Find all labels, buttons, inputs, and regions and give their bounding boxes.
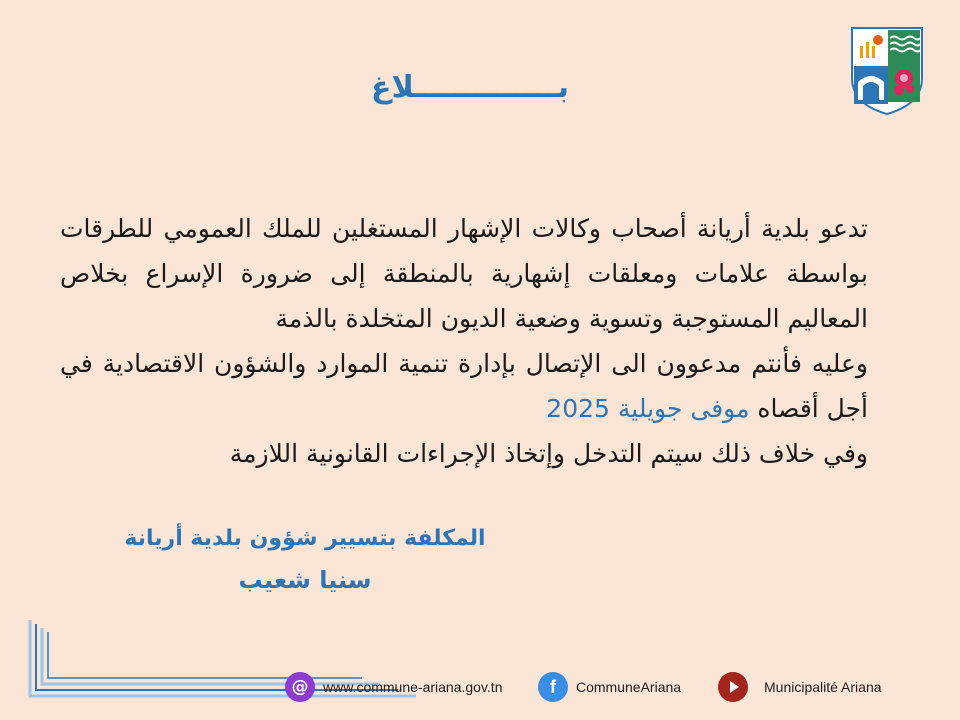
facebook-link[interactable]: CommuneAriana	[576, 679, 682, 695]
paragraph-request	[60, 341, 900, 431]
facebook-icon: f	[538, 672, 568, 702]
paragraph-warning: وفي خلاف ذلك سيتم التدخل وإتخاذ الإجراءات القانونية اللازمة	[229, 439, 868, 468]
youtube-link[interactable]: Municipalité Ariana	[764, 679, 882, 695]
website-link[interactable]: www.commune-ariana.gov.tn	[323, 679, 503, 695]
footer-youtube[interactable]	[718, 671, 882, 703]
announcement-body	[60, 206, 900, 476]
paragraph-intro: تدعو بلدية أريانة أصحاب وكالات الإشهار المستغلين للملك العمومي للطرقات بواسطة علامات ومعلقات إشهارية بالمنطقة إلى ضرورة الإسراع بخلاص المعاليم المستوجبة وتسوية وضعية الديون المتخلدة بالذمة	[60, 214, 868, 333]
page-title: بــــــــــــــلاغ	[370, 70, 570, 105]
deadline-text: موفى جويلية 2025	[546, 394, 750, 423]
municipality-crest-logo	[850, 26, 924, 116]
signature-name: سنيا شعيب	[238, 566, 372, 594]
signature-role: المكلفة بتسيير شؤون بلدية أريانة	[124, 526, 486, 551]
at-sign-icon: @	[285, 672, 315, 702]
paragraph-request-text: وعليه فأنتم مدعوون الى الإتصال بإدارة تنمية الموارد والشؤون الاقتصادية في أجل أقصاه	[60, 349, 868, 423]
footer-facebook[interactable]	[538, 671, 681, 703]
footer-website[interactable]	[285, 671, 502, 703]
youtube-play-icon	[718, 672, 748, 702]
